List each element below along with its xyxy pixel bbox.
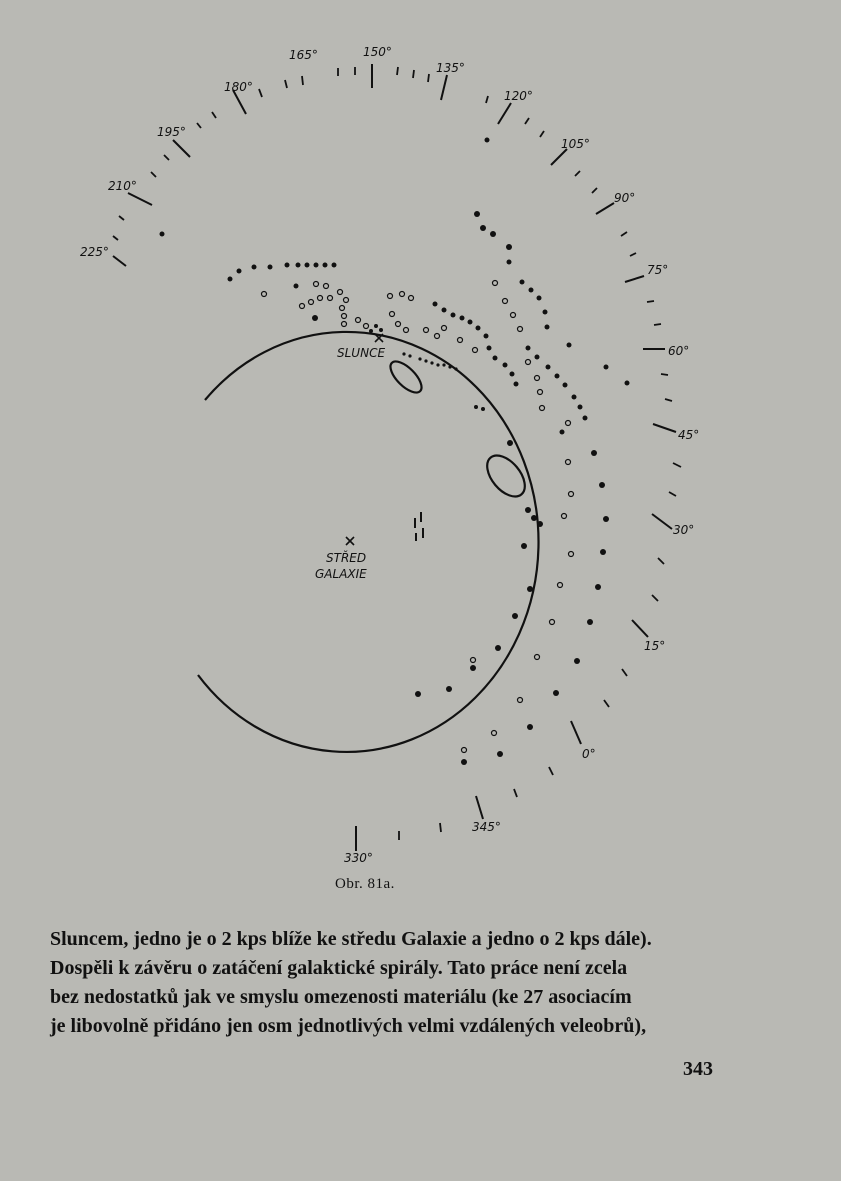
angle-label-45: 45° (678, 428, 700, 442)
angle-label-120: 120° (504, 89, 533, 103)
angle-label-15: 15° (644, 639, 666, 653)
page-number: 343 (683, 1058, 713, 1080)
angle-label-165: 165° (289, 48, 318, 62)
angle-label-225: 225° (80, 245, 109, 259)
angle-label-345: 345° (472, 820, 501, 834)
galaxy-center-marker (346, 537, 354, 545)
angle-label-60: 60° (668, 344, 690, 358)
galactic-circle-arc (198, 332, 539, 752)
sun-label: SLUNCE (337, 346, 386, 360)
angle-label-30: 30° (673, 523, 695, 537)
angle-label-195: 195° (157, 125, 186, 139)
angle-label-135: 135° (436, 61, 465, 75)
angle-label-330: 330° (344, 851, 373, 865)
angle-label-180: 180° (224, 80, 253, 94)
figure-caption: Obr. 81a. (335, 876, 395, 892)
angle-labels (80, 45, 699, 865)
body-text (50, 925, 724, 1041)
ellipse-middle (480, 449, 532, 504)
angle-label-75: 75° (647, 263, 669, 277)
angle-label-210: 210° (108, 179, 137, 193)
text-line-1: Sluncem, jedno je o 2 kps blíže ke středu Galaxie a jedno o 2 kps dále). (50, 928, 652, 950)
center-dashes (415, 512, 423, 541)
ellipse-near-sun (385, 356, 426, 397)
angle-label-90: 90° (614, 191, 636, 205)
filled-dots (160, 138, 630, 766)
open-circles (262, 281, 574, 753)
center-label-line1: STŘED (326, 551, 367, 565)
angle-label-150: 150° (363, 45, 392, 59)
center-label-line2: GALAXIE (315, 567, 367, 581)
text-line-3: bez nedostatků jak ve smyslu omezenosti materiálu (ke 27 asociacím (50, 986, 632, 1008)
angle-label-105: 105° (561, 137, 590, 151)
text-line-2: Dospěli k závěru o zatáčení galaktické spirály. Tato práce není zcela (50, 957, 628, 979)
angle-label-0: 0° (582, 747, 596, 761)
angle-ticks-long (113, 64, 676, 851)
text-line-4: je libovolně přidáno jen osm jednotlivých velmi vzdálených veleobrů), (50, 1015, 647, 1037)
